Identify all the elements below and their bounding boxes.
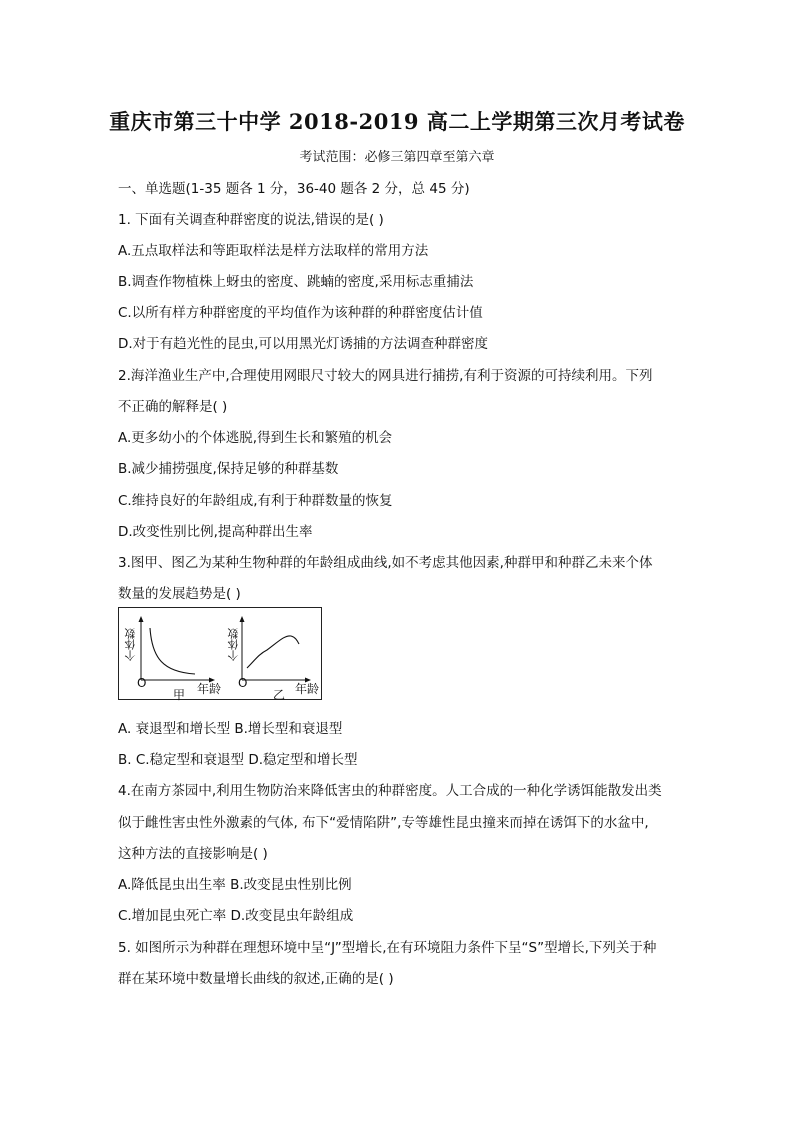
right-y-label: 个体数 — [227, 628, 240, 661]
q1-option-d: D.对于有趋光性的昆虫,可以用黑光灯诱捕的方法调查种群密度 — [118, 336, 488, 352]
q3-stem-line1: 3.图甲、图乙为某种生物种群的年龄组成曲线,如不考虑其他因素,种群甲和种群乙未来个体 — [118, 555, 653, 571]
left-plot-name: 甲 — [173, 688, 186, 702]
q2-stem-line2: 不正确的解释是( ) — [118, 399, 228, 415]
q2-option-c: C.维持良好的年龄组成,有利于种群数量的恢复 — [118, 493, 393, 509]
age-structure-figure — [118, 607, 322, 700]
q3-options-ab: A. 衰退型和增长型 B.增长型和衰退型 — [118, 721, 343, 737]
left-curve — [150, 628, 195, 674]
left-origin: O — [137, 676, 147, 690]
q4-stem-line2: 似于雌性害虫性外激素的气体, 布下“爱情陷阱”,专等雄性昆虫撞来而掉在诱饵下的水盆中, — [118, 815, 649, 831]
left-y-arrow — [139, 616, 144, 622]
q3-options-cd: B. C.稳定型和衰退型 D.稳定型和增长型 — [118, 752, 358, 768]
right-y-arrow — [240, 616, 245, 622]
left-x-label: 年龄 — [197, 682, 222, 696]
q1-stem: 1. 下面有关调查种群密度的说法,错误的是( ) — [118, 212, 384, 228]
right-plot-name: 乙 — [273, 688, 286, 702]
q1-option-c: C.以所有样方种群密度的平均值作为该种群的种群密度估计值 — [118, 305, 483, 321]
q4-stem-line3: 这种方法的直接影响是( ) — [118, 846, 268, 862]
exam-scope: 考试范围：必修三第四章至第六章 — [299, 150, 495, 165]
q2-option-b: B.减少捕捞强度,保持足够的种群基数 — [118, 461, 339, 477]
page-title: 重庆市第三十中学 2018-2019 高二上学期第三次月考试卷 — [109, 109, 685, 134]
right-x-label: 年龄 — [295, 682, 320, 696]
right-curve — [247, 636, 299, 668]
q5-stem-line2: 群在某环境中数量增长曲线的叙述,正确的是( ) — [118, 971, 394, 987]
left-y-label: 个体数 — [124, 628, 137, 661]
q1-option-a: A.五点取样法和等距取样法是样方法取样的常用方法 — [118, 243, 429, 259]
right-origin: O — [238, 676, 248, 690]
section-heading: 一、单选题(1-35 题各 1 分，36-40 题各 2 分，总 45 分) — [118, 181, 470, 197]
q5-stem-line1: 5. 如图所示为种群在理想环境中呈“J”型增长,在有环境阻力条件下呈“S”型增长,下列关于种 — [118, 940, 657, 956]
q4-stem-line1: 4.在南方茶园中,利用生物防治来降低害虫的种群密度。人工合成的一种化学诱饵能散发出类 — [118, 783, 662, 799]
q1-option-b: B.调查作物植株上蚜虫的密度、跳蝻的密度,采用标志重捕法 — [118, 274, 474, 290]
q3-stem-line2: 数量的发展趋势是( ) — [118, 586, 241, 602]
q4-options-cd: C.增加昆虫死亡率 D.改变昆虫年龄组成 — [118, 908, 354, 924]
q2-option-a: A.更多幼小的个体逃脱,得到生长和繁殖的机会 — [118, 430, 393, 446]
q4-options-ab: A.降低昆虫出生率 B.改变昆虫性别比例 — [118, 877, 352, 893]
q2-stem-line1: 2.海洋渔业生产中,合理使用网眼尺寸较大的网具进行捕捞,有利于资源的可持续利用。下列 — [118, 368, 653, 384]
q2-option-d: D.改变性别比例,提高种群出生率 — [118, 524, 313, 540]
